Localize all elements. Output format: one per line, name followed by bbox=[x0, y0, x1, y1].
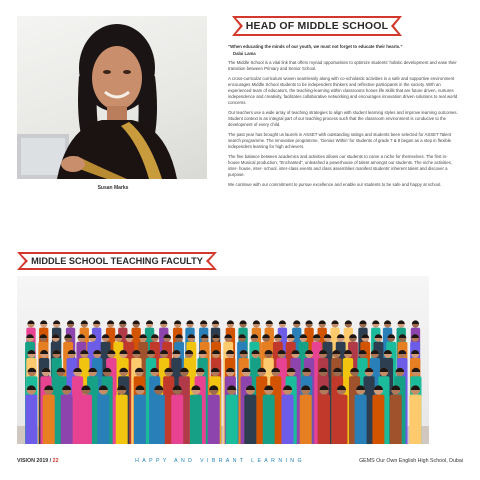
paragraph: Our teachers use a wide array of teaching strategies to align with student learning styles and improve learning outcomes. Student context is an integral part of our teaching process such that the classroom environment is conducive to the development of every child. bbox=[228, 110, 458, 128]
person-figure bbox=[226, 395, 238, 444]
page-number: 22 bbox=[52, 458, 59, 464]
person-figure bbox=[190, 395, 202, 444]
paragraph: The Middle School is a vital link that offers myriad opportunities to optimize students’ holistic development and ease their transition between Primary and Senior School. bbox=[228, 60, 457, 72]
portrait-caption: Susan Marks bbox=[97, 185, 129, 191]
person-figure bbox=[153, 395, 165, 444]
person-figure bbox=[282, 395, 294, 444]
paragraph: The fine balance between academics and activities allows our students to carve a niche for themselves. The first in- house Musical production, “Enchanted”, unleashed a powerhouse of talent amongst our students. The niche activities, inter- house, inter- school, inter-class events and class assemblies manifest students’ inherent talent and discover a purpose. bbox=[228, 153, 452, 178]
person-figure bbox=[355, 395, 367, 444]
person-figure bbox=[116, 395, 128, 444]
person-figure bbox=[80, 395, 92, 444]
person-figure bbox=[97, 395, 109, 444]
footer-vision-label: VISION 2019 / bbox=[17, 458, 53, 464]
person-figure bbox=[171, 395, 183, 444]
paragraph: A cross-curricular curriculum woven seamlessly along with co-scholastic activities in a safe and supportive environment encourages Middle School students to be independent thinkers and reflective participants in the society. With an experienced team of educators, the teaching-learning within classrooms hones life skills that are future driven, nurtures independence and creativity, facilitates collaborative networking and encourages innovation driven solutions to real world concerns. bbox=[228, 76, 458, 106]
footer-vision bbox=[17, 458, 59, 464]
person-figure bbox=[300, 395, 312, 444]
person-figure bbox=[208, 395, 220, 444]
person-figure bbox=[318, 395, 330, 444]
article-body bbox=[228, 44, 460, 192]
person-figure bbox=[244, 395, 256, 444]
person-figure bbox=[25, 395, 37, 444]
page-footer bbox=[0, 452, 480, 472]
footer-school: GEMS Our Own English High School, Dubai bbox=[359, 458, 463, 464]
faculty-group-photo bbox=[17, 276, 429, 444]
person-figure bbox=[263, 395, 275, 444]
footer-tagline: HAPPY AND VIBRANT LEARNING bbox=[135, 458, 305, 464]
page-title: HEAD OF MIDDLE SCHOOL bbox=[245, 20, 389, 32]
person-figure bbox=[335, 395, 347, 444]
person-figure bbox=[372, 395, 384, 444]
person-figure bbox=[409, 395, 421, 444]
person-figure bbox=[61, 395, 73, 444]
quote-author: Dalai Lama bbox=[233, 50, 256, 56]
faculty-title: MIDDLE SCHOOL TEACHING FACULTY bbox=[31, 256, 203, 266]
paragraph: The past year has brought us laurels in ASSET with outstanding ratings and students been selected for ASSET Talent search programme. The innovative programme, ‘Genius Within’ for students of grade 7 & 8 began as a step in flexible independent learning for high achievers. bbox=[228, 132, 452, 150]
person-figure bbox=[43, 395, 55, 444]
quote-text: “When educating the minds of our youth, we must not forget to educate their hearts.” bbox=[228, 44, 403, 49]
person-figure bbox=[134, 395, 146, 444]
portrait-photo bbox=[17, 16, 207, 179]
person-figure bbox=[390, 395, 402, 444]
paragraph: We continue with our commitment to pursue excellence and enable our students to be safe and happy at school. bbox=[228, 181, 442, 187]
